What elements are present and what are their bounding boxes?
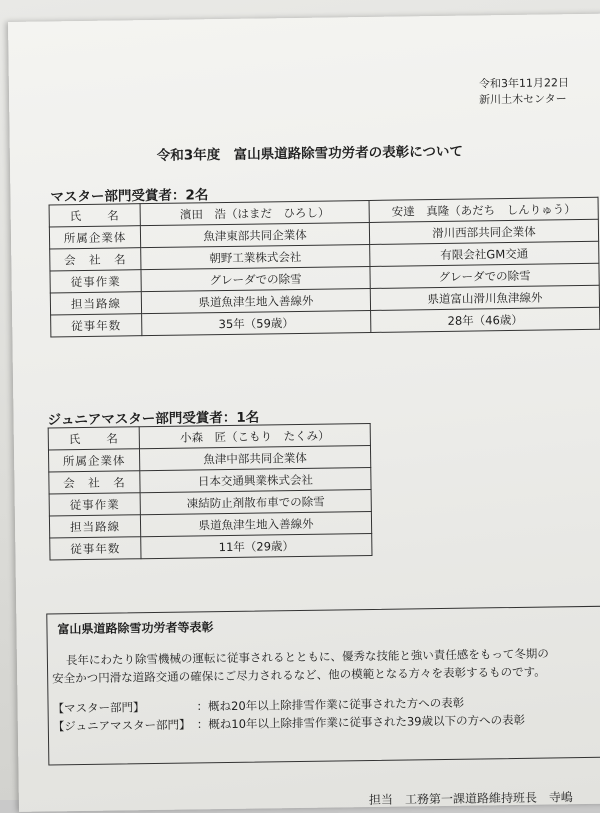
document-title: 令和3年度 富山県道路除雪功労者の表彰について (156, 143, 464, 164)
cell-value: 日本交通興業株式会社 (140, 467, 371, 492)
award-info-box (46, 606, 600, 766)
cell-value: 魚津東部共同企業体 (140, 222, 369, 247)
cell-value: 28年（46歳） (371, 307, 600, 332)
issuing-office: 新川土木センター (479, 92, 567, 107)
cell-value: グレーダでの除雪 (370, 263, 599, 288)
info-paragraph-line-1: 長年にわたり除雪機械の運転に従事されるとともに、優秀な技能と強い責任感をもって冬期の (65, 646, 549, 668)
row-label: 従事作業 (49, 493, 140, 516)
row-label: 担当路線 (50, 292, 141, 315)
junior-awardee-table (48, 423, 373, 560)
cell-value: 安達 真隆（あだち しんりゅう） (369, 197, 598, 222)
cell-value: 濱田 浩（はまだ ひろし） (140, 200, 369, 225)
row-label: 会 社 名 (49, 471, 140, 494)
cell-value: 滑川西部共同企業体 (369, 219, 598, 244)
junior-category-description: ：概ね10年以上除排雪作業に従事された39歳以下の方への表彰 (196, 712, 526, 732)
row-label: 従事年数 (51, 314, 142, 337)
cell-value: 有限会社GM交通 (370, 241, 599, 266)
cell-value: 魚津中部共同企業体 (139, 445, 370, 470)
issue-date: 令和3年11月22日 (478, 76, 569, 91)
master-category-label: 【マスター部門】 (52, 700, 145, 716)
row-label: 氏 名 (49, 204, 140, 227)
table-row (50, 533, 372, 559)
master-category-description: ：概ね20年以上除排雪作業に従事された方への表彰 (196, 695, 465, 714)
master-awardee-table (49, 197, 600, 338)
cell-value: 県道魚津生地入善線外 (141, 288, 370, 313)
cell-value: 35年（59歳） (142, 310, 371, 335)
junior-section-heading: ジュニアマスター部門受賞者：1名 (47, 409, 260, 429)
cell-value: 11年（29歳） (141, 533, 372, 558)
cell-value: 小森 匠（こもり たくみ） (139, 423, 370, 448)
junior-category-label: 【ジュニアマスター部門】 (52, 717, 191, 734)
contact-person: 担当 工務第一課道路維持班長 寺嶋 (368, 790, 573, 808)
cell-value: 県道富山滑川魚津線外 (370, 285, 599, 310)
row-label: 氏 名 (48, 427, 139, 450)
row-label: 会 社 名 (50, 248, 141, 271)
cell-value: グレーダでの除雪 (141, 266, 370, 291)
row-label: 従事作業 (50, 270, 141, 293)
document-page (8, 14, 600, 812)
cell-value: 凍結防止剤散布車での除雪 (140, 489, 371, 514)
row-label: 所属企業体 (49, 226, 140, 249)
info-paragraph-line-2: 安全かつ円滑な道路交通の確保にご尽力されるなど、他の模範となる方々を表彰するものです。 (52, 664, 546, 686)
master-section-heading: マスター部門受賞者：2名 (50, 187, 209, 206)
row-label: 所属企業体 (48, 449, 139, 472)
cell-value: 朝野工業株式会社 (141, 244, 370, 269)
row-label: 従事年数 (50, 537, 141, 560)
cell-value: 県道魚津生地入善線外 (140, 511, 371, 536)
info-box-title: 富山県道路除雪功労者等表彰 (57, 620, 214, 637)
row-label: 担当路線 (49, 515, 140, 538)
